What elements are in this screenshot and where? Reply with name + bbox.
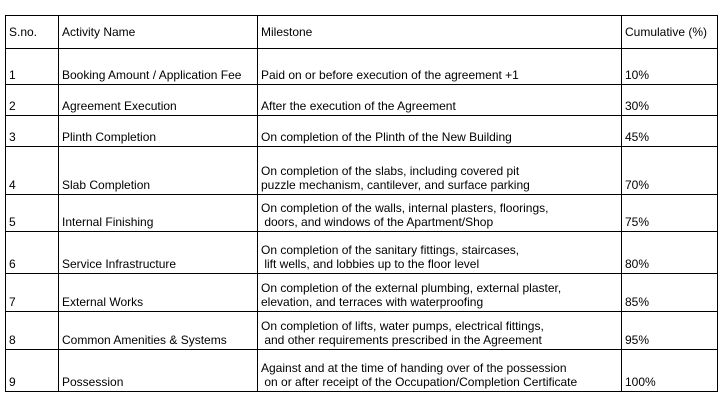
- cell-cumulative: 85%: [622, 274, 718, 312]
- cell-cumulative: 80%: [622, 232, 718, 274]
- cell-activity-name: Slab Completion: [59, 147, 258, 195]
- cell-cumulative: 45%: [622, 116, 718, 147]
- cell-cumulative: 100%: [622, 350, 718, 392]
- cell-sno: 6: [6, 232, 59, 274]
- table-row: [6, 49, 718, 85]
- cell-activity-name: Possession: [59, 350, 258, 392]
- cell-sno: 3: [6, 116, 59, 147]
- table-row: [6, 350, 718, 392]
- cell-sno: 7: [6, 274, 59, 312]
- milestone-line: On completion of the external plumbing, external plaster,: [261, 281, 562, 295]
- header-milestone: Milestone: [258, 16, 622, 49]
- cell-activity-name: Agreement Execution: [59, 85, 258, 116]
- cell-activity-name: Booking Amount / Application Fee: [59, 49, 258, 85]
- payment-schedule-table: [5, 15, 718, 392]
- milestone-line: and other requirements prescribed in the Agreement: [261, 333, 542, 347]
- milestone-line: On completion of the slabs, including covered pit: [261, 164, 520, 178]
- cell-sno: 8: [6, 312, 59, 350]
- cell-sno: 5: [6, 195, 59, 232]
- cell-cumulative: 75%: [622, 195, 718, 232]
- table-row: [6, 147, 718, 195]
- cell-sno: 4: [6, 147, 59, 195]
- cell-cumulative: 95%: [622, 312, 718, 350]
- cell-activity-name: Plinth Completion: [59, 116, 258, 147]
- table-header-row: [6, 16, 718, 49]
- cell-sno: 1: [6, 49, 59, 85]
- table-row: [6, 85, 718, 116]
- table-row: [6, 116, 718, 147]
- cell-activity-name: Common Amenities & Systems: [59, 312, 258, 350]
- table-row: [6, 312, 718, 350]
- cell-activity-name: Internal Finishing: [59, 195, 258, 232]
- milestone-line: doors, and windows of the Apartment/Shop: [261, 215, 494, 229]
- cell-cumulative: 10%: [622, 49, 718, 85]
- milestone-line: puzzle mechanism, cantilever, and surface parking: [261, 178, 530, 192]
- cell-milestone: [258, 195, 622, 232]
- payment-schedule-table-wrapper: [5, 15, 718, 392]
- milestone-line: On completion of the Plinth of the New Building: [261, 130, 512, 144]
- table-body: [6, 49, 718, 392]
- header-sno: S.no.: [6, 16, 59, 49]
- cell-activity-name: External Works: [59, 274, 258, 312]
- table-row: [6, 232, 718, 274]
- milestone-line: on or after receipt of the Occupation/Completion Certificate: [261, 375, 578, 389]
- cell-cumulative: 70%: [622, 147, 718, 195]
- cell-milestone: [258, 232, 622, 274]
- cell-milestone: [258, 147, 622, 195]
- cell-milestone: [258, 350, 622, 392]
- milestone-line: elevation, and terraces with waterproofing: [261, 295, 484, 309]
- cell-sno: 2: [6, 85, 59, 116]
- cell-milestone: [258, 85, 622, 116]
- milestone-line: On completion of the sanitary fittings, staircases,: [261, 243, 520, 257]
- cell-sno: 9: [6, 350, 59, 392]
- milestone-line: Against and at the time of handing over of the possession: [261, 361, 567, 375]
- milestone-line: On completion of the walls, internal plasters, floorings,: [261, 201, 549, 215]
- cell-milestone: [258, 312, 622, 350]
- cell-milestone: [258, 49, 622, 85]
- header-cumulative: Cumulative (%): [622, 16, 718, 49]
- cell-milestone: [258, 274, 622, 312]
- milestone-line: lift wells, and lobbies up to the floor level: [261, 257, 480, 271]
- table-row: [6, 195, 718, 232]
- cell-cumulative: 30%: [622, 85, 718, 116]
- table-row: [6, 274, 718, 312]
- header-activity-name: Activity Name: [59, 16, 258, 49]
- milestone-line: Paid on or before execution of the agreement +1: [261, 68, 519, 82]
- milestone-line: After the execution of the Agreement: [261, 99, 456, 113]
- milestone-line: On completion of lifts, water pumps, electrical fittings,: [261, 319, 544, 333]
- cell-milestone: [258, 116, 622, 147]
- cell-activity-name: Service Infrastructure: [59, 232, 258, 274]
